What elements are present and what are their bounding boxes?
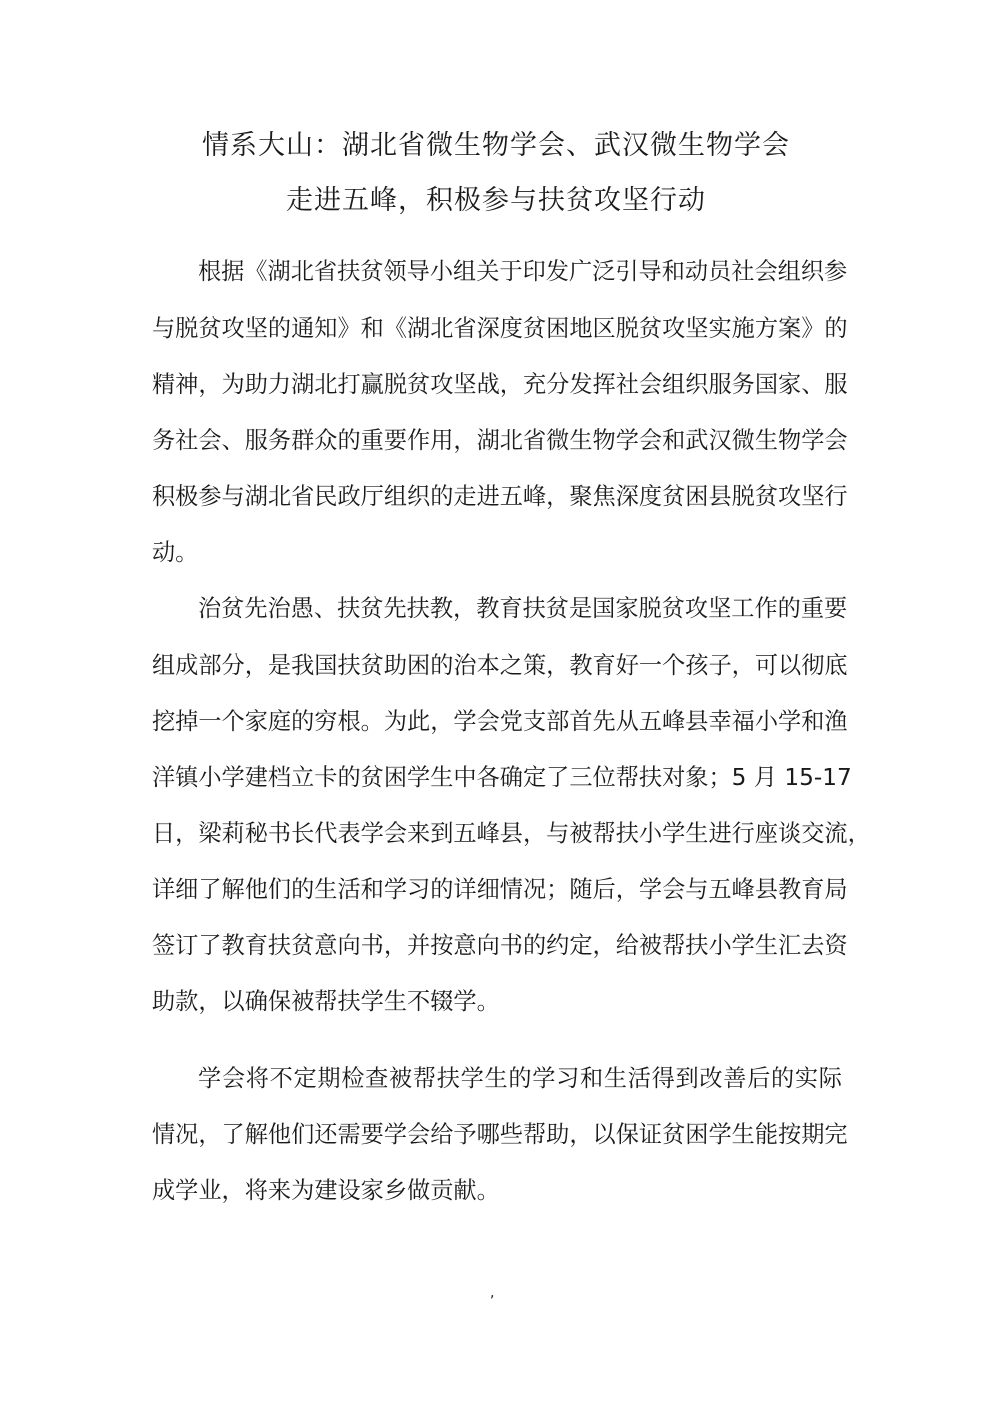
paragraph-3-line: 学会将不定期检查被帮扶学生的学习和生活得到改善后的实际 [198, 1065, 842, 1092]
paragraph-2-line: 组成部分，是我国扶贫助困的治本之策，教育好一个孩子，可以彻底 [152, 652, 848, 679]
document-title-line-1: 情系大山：湖北省微生物学会、武汉微生物学会 [202, 130, 790, 161]
paragraph-3-line: 情况，了解他们还需要学会给予哪些帮助，以保证贫困学生能按期完 [152, 1121, 848, 1148]
paragraph-2-line: 治贫先治愚、扶贫先扶教，教育扶贫是国家脱贫攻坚工作的重要 [198, 595, 848, 622]
paragraph-1-line: 根据《湖北省扶贫领导小组关于印发广泛引导和动员社会组织参 [198, 258, 848, 285]
paragraph-1-line: 与脱贫攻坚的通知》和《湖北省深度贫困地区脱贫攻坚实施方案》的 [152, 315, 848, 342]
paragraph-1-line: 动。 [152, 539, 199, 566]
paragraph-3-line: 成学业，将来为建设家乡做贡献。 [152, 1177, 500, 1204]
page-footer-mark: , [490, 1285, 495, 1301]
paragraph-2-line: 日，梁莉秘书长代表学会来到五峰县，与被帮扶小学生进行座谈交流， [152, 820, 871, 847]
paragraph-2-line: 助款，以确保被帮扶学生不辍学。 [152, 988, 500, 1015]
paragraph-1-line: 积极参与湖北省民政厅组织的走进五峰，聚焦深度贫困县脱贫攻坚行 [152, 483, 848, 510]
paragraph-1-line: 精神，为助力湖北打赢脱贫攻坚战，充分发挥社会组织服务国家、服 [152, 371, 848, 398]
paragraph-2-line: 挖掉一个家庭的穷根。为此，学会党支部首先从五峰县幸福小学和渔 [152, 708, 848, 735]
document-title-line-2: 走进五峰，积极参与扶贫攻坚行动 [286, 185, 706, 216]
paragraph-2-line: 详细了解他们的生活和学习的详细情况；随后，学会与五峰县教育局 [152, 876, 848, 903]
paragraph-1-line: 务社会、服务群众的重要作用，湖北省微生物学会和武汉微生物学会 [152, 427, 848, 454]
paragraph-2-line: 签订了教育扶贫意向书，并按意向书的约定，给被帮扶小学生汇去资 [152, 932, 848, 959]
paragraph-2-line: 洋镇小学建档立卡的贫困学生中各确定了三位帮扶对象；5 月 15-17 [152, 764, 852, 791]
